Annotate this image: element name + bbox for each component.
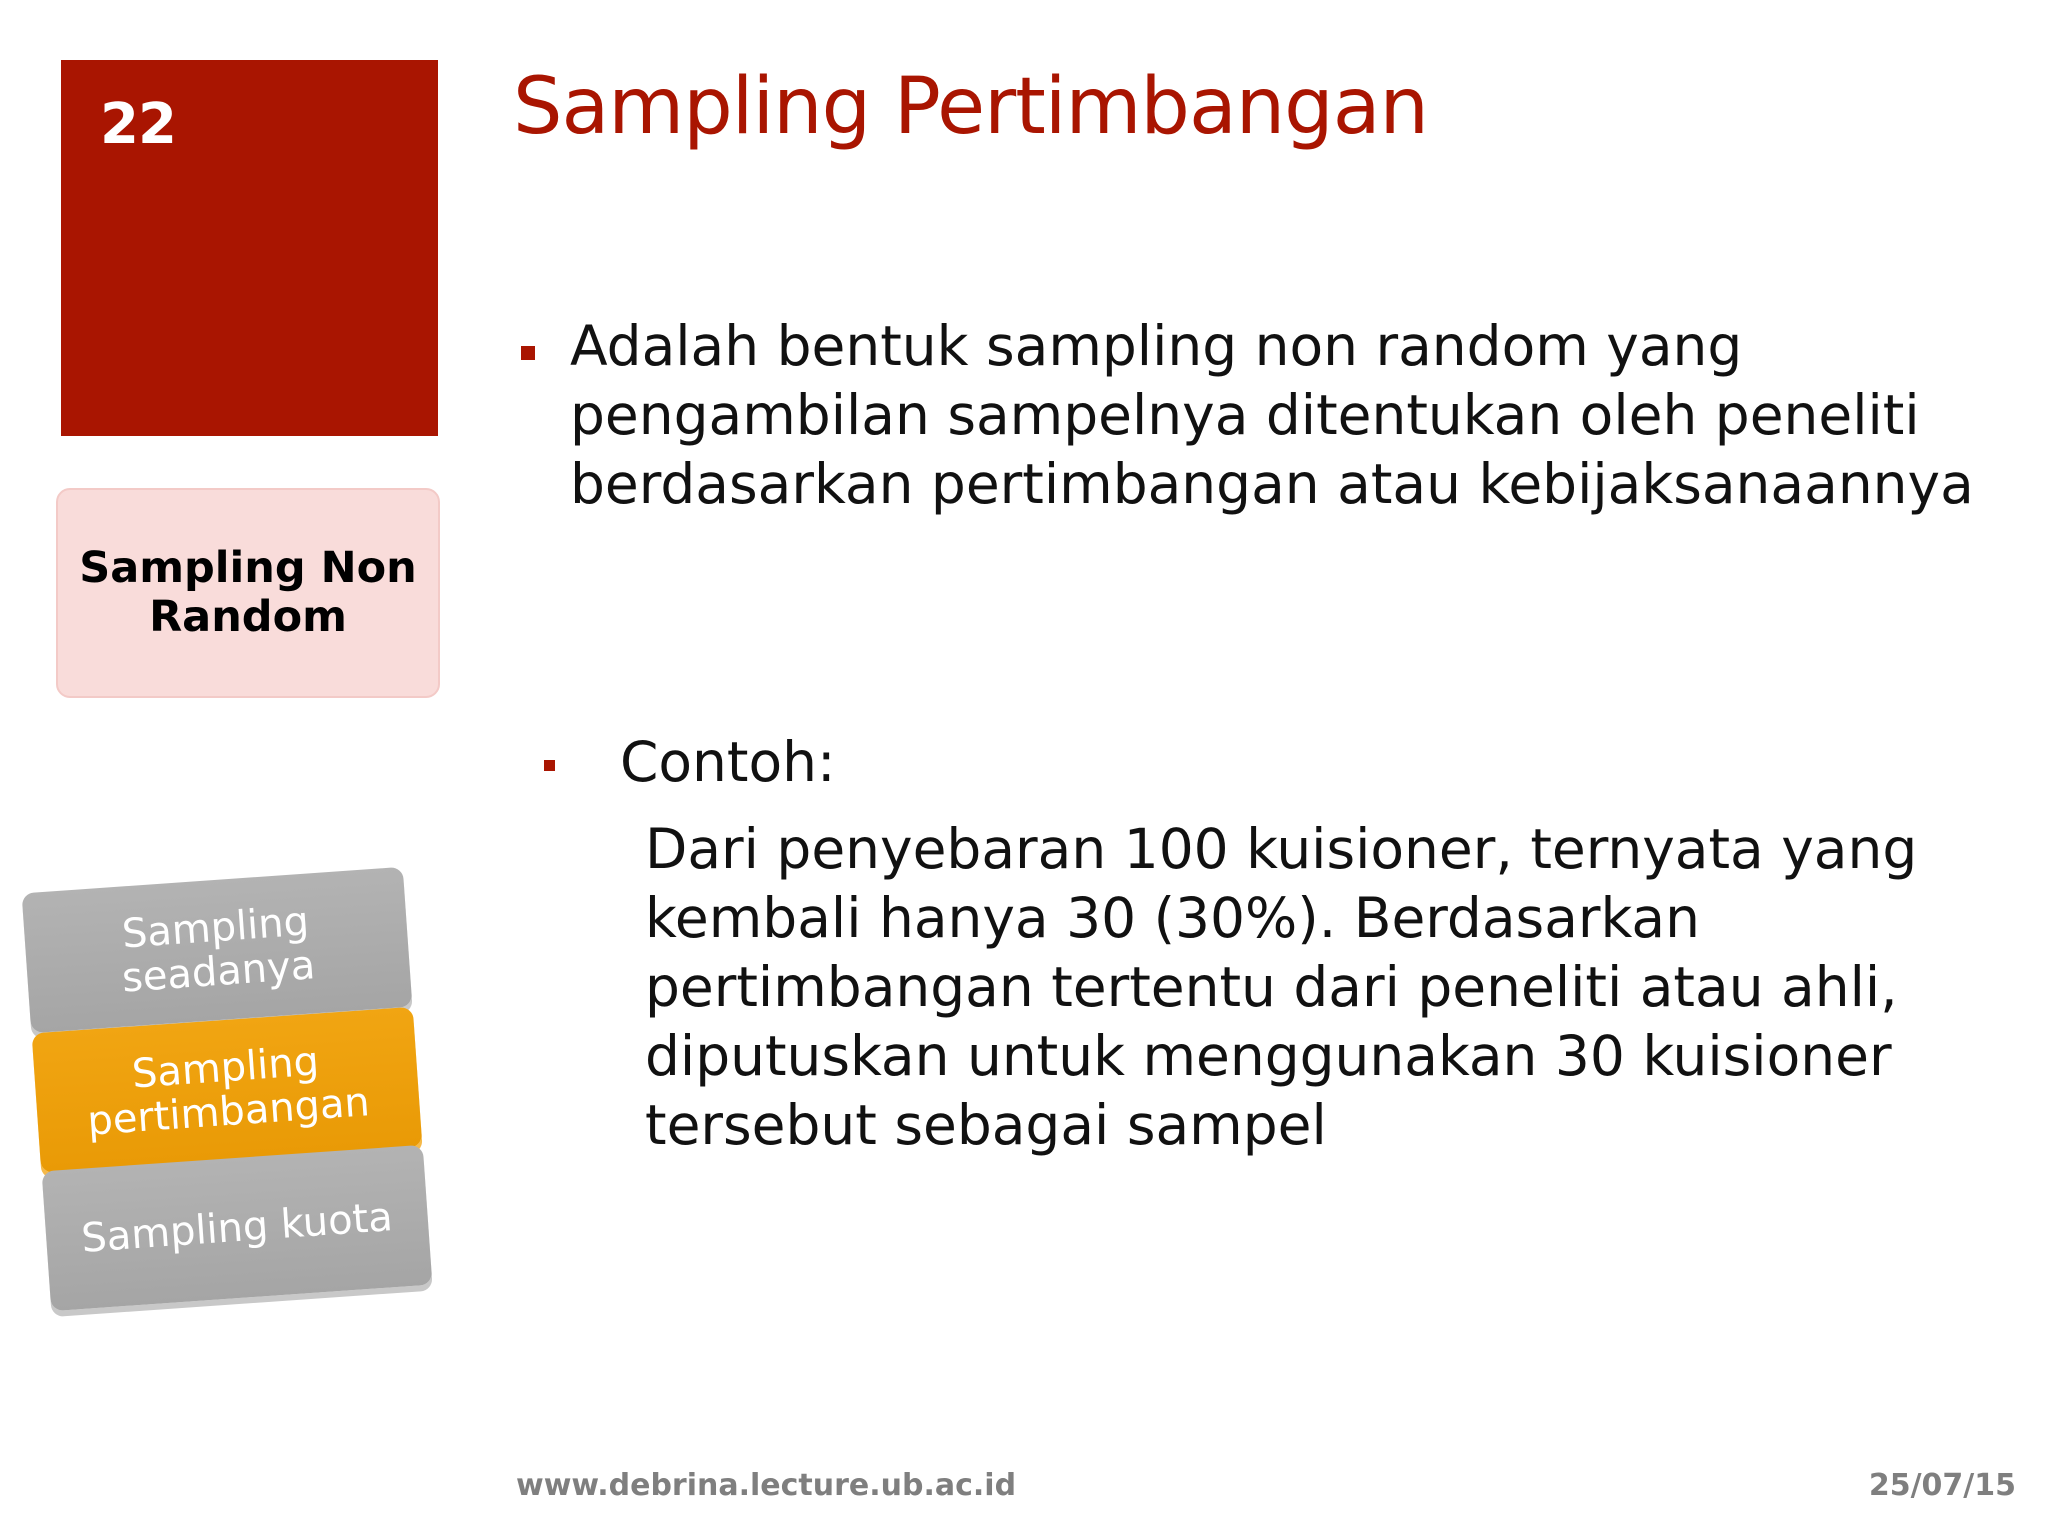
slide-title: Sampling Pertimbangan	[513, 62, 1428, 152]
nav-item-label: Sampling seadanya	[120, 898, 317, 1002]
slide-number: 22	[100, 92, 176, 157]
nav-item-label: Sampling pertimbangan	[85, 1038, 372, 1145]
bullet-square-icon	[521, 346, 535, 360]
definition-text: Adalah bentuk sampling non random yang pengambilan sampelnya ditentukan oleh peneliti berdasarkan pertimbangan atau kebijaksanaannya	[570, 314, 1974, 516]
example-text: Dari penyebaran 100 kuisioner, ternyata yang kembali hanya 30 (30%). Berdasarkan pertimbangan tertentu dari peneliti atau ahli, diputuskan untuk menggunakan 30 kuisioner tersebut sebagai sampel	[645, 817, 1918, 1157]
section-label: Sampling Non Random	[79, 543, 417, 642]
example-label: Contoh:	[620, 730, 836, 794]
footer-date: 25/07/15	[1868, 1468, 2016, 1503]
nav-item-sampling-kuota[interactable]	[42, 1145, 433, 1311]
bullet-square-icon	[544, 760, 555, 771]
nav-item-sampling-seadanya[interactable]	[22, 867, 413, 1033]
section-box	[56, 488, 440, 698]
nav-item-label: Sampling kuota	[79, 1194, 395, 1262]
footer-url: www.debrina.lecture.ub.ac.id	[516, 1468, 1017, 1503]
slide-number-block	[61, 60, 438, 436]
